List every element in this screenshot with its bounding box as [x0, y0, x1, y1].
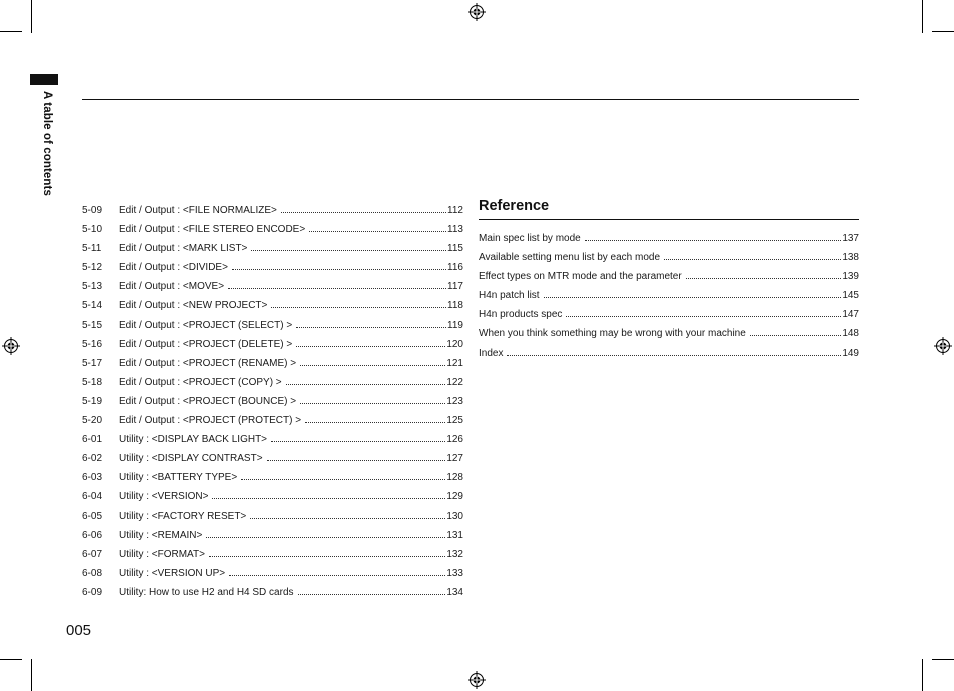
entry-number: 5-09 — [82, 205, 103, 216]
dot-leader — [250, 518, 445, 519]
dot-leader — [228, 288, 446, 289]
entry-number: 5-11 — [82, 243, 102, 255]
reference-rule — [479, 219, 859, 220]
page-number: 005 — [66, 622, 92, 639]
entry-page: 122 — [446, 376, 463, 388]
entry-page: 113 — [447, 224, 463, 236]
toc-entry[interactable] — [82, 583, 463, 602]
toc-entry[interactable] — [479, 324, 859, 343]
dot-leader — [686, 278, 842, 279]
entry-page: 123 — [446, 395, 463, 407]
dot-leader — [544, 297, 842, 298]
entry-title: Index — [479, 347, 504, 359]
toc-entry[interactable] — [479, 229, 859, 248]
entry-number: 6-06 — [82, 529, 103, 541]
entry-title: Edit / Output : <NEW PROJECT> — [119, 300, 268, 312]
entry-page: 127 — [446, 453, 463, 465]
toc-entry[interactable] — [82, 316, 463, 335]
toc-entry[interactable] — [479, 248, 859, 267]
dot-leader — [281, 212, 446, 213]
reference-heading: Reference — [479, 198, 550, 214]
entry-title: Utility : <VERSION UP> — [119, 567, 226, 579]
toc-entry[interactable] — [82, 296, 463, 315]
toc-entry[interactable] — [82, 277, 463, 296]
crop-mark — [932, 659, 954, 660]
dot-leader — [300, 403, 445, 404]
dot-leader — [229, 575, 445, 576]
dot-leader — [241, 479, 445, 480]
registration-mark-icon — [934, 337, 952, 355]
entry-page: 115 — [447, 243, 463, 255]
entry-number: 6-03 — [82, 472, 103, 484]
entry-title: Utility : <DISPLAY BACK LIGHT> — [119, 434, 268, 446]
crop-mark — [922, 0, 923, 33]
entry-number: 5-12 — [82, 262, 103, 274]
toc-entry[interactable] — [479, 344, 859, 363]
registration-mark-icon — [468, 3, 486, 21]
entry-title: Edit / Output : <FILE STEREO ENCODE> — [119, 224, 306, 236]
entry-page: 117 — [447, 281, 463, 293]
entry-title: Available setting menu list by each mode — [479, 252, 661, 264]
dot-leader — [267, 460, 446, 461]
crop-mark — [31, 0, 32, 33]
entry-page: 120 — [446, 338, 463, 350]
toc-entry[interactable] — [82, 220, 463, 239]
toc-entry[interactable] — [82, 449, 463, 468]
entry-number: 5-16 — [82, 338, 103, 350]
toc-entry[interactable] — [82, 335, 463, 354]
side-section-title: A table of contents — [41, 91, 53, 196]
entry-number: 6-08 — [82, 567, 103, 579]
entry-number: 5-18 — [82, 376, 103, 388]
toc-entry[interactable] — [82, 239, 463, 258]
entry-number: 5-14 — [82, 300, 103, 312]
toc-entry[interactable] — [82, 507, 463, 526]
dot-leader — [305, 422, 445, 423]
entry-page: 129 — [446, 491, 463, 503]
entry-title: Edit / Output : <PROJECT (RENAME) > — [119, 357, 297, 369]
dot-leader — [309, 231, 446, 232]
entry-page: 119 — [447, 319, 463, 331]
entry-title: Utility : <VERSION> — [119, 491, 209, 503]
entry-page: 116 — [447, 262, 463, 274]
entry-page: 125 — [446, 415, 463, 427]
dot-leader — [251, 250, 446, 251]
entry-title: Edit / Output : <PROJECT (PROTECT) > — [119, 415, 302, 427]
entry-title: Utility : <BATTERY TYPE> — [119, 472, 238, 484]
entry-page: 148 — [842, 328, 859, 340]
entry-title: Main spec list by mode — [479, 233, 581, 244]
entry-number: 6-05 — [82, 510, 103, 522]
dot-leader — [566, 316, 841, 317]
entry-page: 118 — [447, 300, 463, 312]
toc-entry[interactable] — [82, 373, 463, 392]
toc-entry[interactable] — [82, 392, 463, 411]
entry-title: Utility : <FORMAT> — [119, 548, 205, 560]
dot-leader — [212, 498, 445, 499]
entry-title: Edit / Output : <FILE NORMALIZE> — [119, 205, 277, 216]
entry-title: H4n patch list — [479, 290, 540, 302]
dot-leader — [585, 240, 842, 241]
entry-title: Edit / Output : <PROJECT (DELETE) > — [119, 338, 293, 350]
entry-page: 126 — [446, 434, 463, 446]
entry-page: 133 — [446, 567, 463, 579]
entry-title: H4n products spec — [479, 309, 563, 321]
toc-entry[interactable] — [82, 545, 463, 564]
entry-number: 6-01 — [82, 434, 103, 446]
dot-leader — [206, 537, 445, 538]
entry-number: 6-07 — [82, 548, 103, 560]
entry-title: Effect types on MTR mode and the parameter — [479, 271, 682, 283]
toc-entry[interactable] — [82, 564, 463, 583]
dot-leader — [750, 335, 842, 336]
entry-number: 5-19 — [82, 395, 103, 407]
toc-entry[interactable] — [479, 286, 859, 305]
entry-page: 134 — [446, 586, 463, 598]
entry-number: 5-15 — [82, 319, 103, 331]
dot-leader — [296, 327, 446, 328]
toc-entry[interactable] — [82, 201, 463, 220]
toc-entry[interactable] — [82, 468, 463, 487]
crop-mark — [932, 31, 954, 32]
entry-title: Edit / Output : <PROJECT (BOUNCE) > — [119, 395, 297, 407]
entry-title: Edit / Output : <DIVIDE> — [119, 262, 228, 274]
entry-number: 5-17 — [82, 357, 103, 369]
crop-mark — [0, 31, 22, 32]
entry-page: 128 — [446, 472, 463, 484]
dot-leader — [298, 594, 446, 595]
toc-entry[interactable] — [82, 354, 463, 373]
dot-leader — [232, 269, 446, 270]
entry-page: 139 — [842, 271, 859, 283]
toc-entry[interactable] — [82, 430, 463, 449]
entry-number: 5-20 — [82, 415, 103, 427]
dot-leader — [507, 355, 841, 356]
entry-number: 5-10 — [82, 224, 103, 236]
entry-page: 137 — [842, 233, 859, 244]
dot-leader — [209, 556, 445, 557]
dot-leader — [271, 441, 445, 442]
entry-page: 132 — [446, 548, 463, 560]
toc-entry[interactable] — [82, 487, 463, 506]
dot-leader — [300, 365, 445, 366]
entry-title: Edit / Output : <PROJECT (COPY) > — [119, 376, 282, 388]
entry-number: 6-09 — [82, 586, 103, 598]
entry-page: 130 — [446, 510, 463, 522]
entry-title: Utility: How to use H2 and H4 SD cards — [119, 586, 294, 598]
registration-mark-icon — [468, 671, 486, 689]
entry-page: 145 — [842, 290, 859, 302]
toc-entry[interactable] — [82, 411, 463, 430]
entry-page: 149 — [842, 347, 859, 359]
entry-title: Utility : <DISPLAY CONTRAST> — [119, 453, 263, 465]
toc-reference-column — [479, 229, 859, 363]
crop-mark — [0, 659, 22, 660]
toc-entry[interactable] — [479, 267, 859, 286]
registration-mark-icon — [2, 337, 20, 355]
top-rule — [82, 99, 859, 100]
toc-entry[interactable] — [82, 526, 463, 545]
dot-leader — [296, 346, 445, 347]
crop-mark — [922, 659, 923, 691]
entry-title: Edit / Output : <MARK LIST> — [119, 243, 248, 255]
entry-title: Utility : <FACTORY RESET> — [119, 510, 247, 522]
entry-title: Edit / Output : <PROJECT (SELECT) > — [119, 319, 293, 331]
entry-page: 112 — [447, 205, 463, 216]
toc-left-column — [82, 201, 463, 602]
entry-title: Edit / Output : <MOVE> — [119, 281, 225, 293]
section-tab-marker — [30, 74, 58, 85]
toc-entry[interactable] — [82, 258, 463, 277]
dot-leader — [286, 384, 446, 385]
crop-mark — [31, 659, 32, 691]
entry-number: 5-13 — [82, 281, 103, 293]
entry-number: 6-02 — [82, 453, 103, 465]
entry-number: 6-04 — [82, 491, 103, 503]
entry-title: When you think something may be wrong with your machine — [479, 328, 746, 340]
dot-leader — [271, 307, 446, 308]
entry-page: 121 — [446, 357, 463, 369]
dot-leader — [664, 259, 841, 260]
entry-page: 138 — [842, 252, 859, 264]
entry-page: 147 — [842, 309, 859, 321]
entry-page: 131 — [446, 529, 463, 541]
toc-entry[interactable] — [479, 305, 859, 324]
entry-title: Utility : <REMAIN> — [119, 529, 203, 541]
